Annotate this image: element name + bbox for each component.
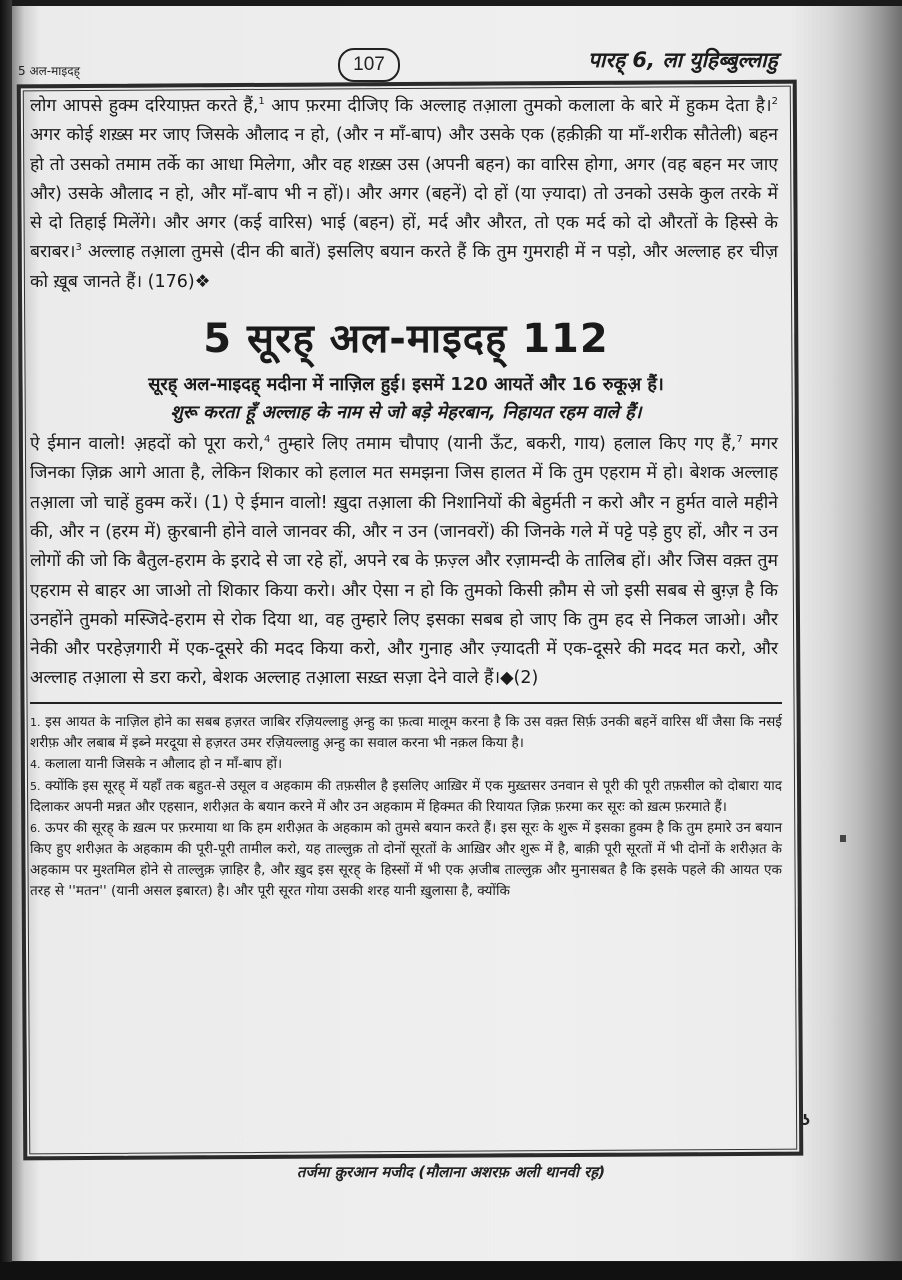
footnote-mark: 7	[736, 434, 743, 446]
footnotes	[30, 712, 782, 901]
margin-rukuh-icon: ʖ	[802, 1113, 811, 1129]
footnote-item: 4. कलाला यानी जिसके न औलाद हो न माँ-बाप हों।	[30, 755, 283, 772]
footnote-item: 1. इस आयत के नाज़िल होने का सबब हज़रत जाबिर रज़ियल्लाहु अ़न्हु का फ़त्वा मालूम करना है कि उस वक़्त सिर्फ़ उनकी बहनें वारिस थीं जैसा कि नसई शरीफ़ और लबाब में इब्ने मरदूया से हज़रत उमर रज़ियल्लाहु अ़न्हु का सवाल करना भी नक़ल किया है।	[30, 713, 782, 752]
footnote-item: 5. क्योंकि इस सूरह् में यहाँ तक बहुत-से उसूल व अहकाम की तफ़सील है इसलिए आख़िर में एक मुख़्तसर उनवान से पूरी की पूरी तफ़सील को दोबारा याद दिलाकर अपनी मन्नत और एहसान, शरीअ़त के बयान करने में और उन अहकाम में हिक्मत की रियायत ज़िक्र फ़रमा कर सूरः को ख़त्म फ़रमाते हैं।	[30, 777, 782, 816]
page-content	[30, 92, 782, 901]
book-gutter	[0, 0, 12, 1280]
footer-book-title: तर्जमा क़ुरआन मजीद (मौलाना अशरफ़ अली थानवी रह़)	[296, 1163, 606, 1181]
running-title-right: पारह् 6, ला युहिब्बुल्लाहु	[588, 48, 778, 72]
footnote-item: 6. ऊपर की सूरह् के ख़त्म पर फ़रमाया था कि हम शरीअ़त के अहकाम को तुमसे बयान करते हैं। इस सूरः के शुरू में इसका हुक्म है कि तुम हमारे उन बयान किए हुए शरीअ़त के अहकाम की पूरी-पूरी तामील करो, यह ताल्लुक़ तो दोनों सूरतों के आख़िर और शुरू में है, बाक़ी पूरी सूरतों में भी दोनों के शरीअ़त के अहकाम पर मुश्तमिल होने से ताल्लुक़ ज़ाहिर है, और ख़ुद इस सूरह् के हिस्सों में भी एक अ़जीब ताल्लुक़ और मुनासबत है कि इसके पहले की आयत एक तरह से ''मतन'' (यानी असल इबारत) है। और पूरी सूरत गोया उसकी शरह यानी ख़ुलासा है, क्योंकि	[30, 819, 782, 899]
surah-info: सूरह् अल-माइदह् मदीना में नाज़िल हुई। इसमें 120 आयतें और 16 रुकूअ़ हैं।	[148, 374, 664, 396]
page-number: 107	[338, 48, 400, 82]
footnote-mark: 4	[263, 434, 271, 446]
verses-text: ऐ ईमान वालो! अ़हदों को पूरा करो,$^4$ तुम्हारे लिए तमाम चौपाए (यानी ऊँट, बकरी, गाय) हलाल किए गए हैं,$^7$ मगर जिनका ज़िक्र आगे आता है, लेकिन शिकार को हलाल मत समझना जिस हालत में कि तुम एहराम में हो। बेशक अल्लाह तआ़ला जो चाहें हुक्म करें। (1) ऐ ईमान वालो! ख़ुदा तआ़ला की निशानियों की बेहुर्मती न करो और न हुर्मत वाले महीने की, और न (हरम में) क़ुरबानी होने वाले जानवर की, और न उन (जानवरों) की जिनके गले में पट्टे पड़े हुए हों, और न उन लोगों की जो कि बैतुल-हराम के इरादे से जा रहे हों, अपने रब के फ़ज़्ल और रज़ामन्दी के तालिब हों। और जिस वक़्त तुम एहराम से बाहर आ जाओ तो शिकार किया करो। और ऐसा न हो कि तुमको किसी क़ौम से जो इसी सबब से बुग़्ज़ है कि उनहोंने तुमको मस्जिदे-हराम से रोक दिया था, वह तुम्हारे लिए इसका सबब हो जाए कि तुम हद से निकल जाओ। और नेकी और परहेज़गारी में एक-दूसरे की मदद किया करो, और गुनाह और ज़्यादती में एक-दूसरे की मदद मत करो, और अल्लाह तआ़ला से डरा करो, बेशक अल्लाह तआ़ला सख़्त सज़ा देने वाले हैं।◆(2)	[30, 434, 778, 689]
surah-title: 5 सूरह् अल-माइदह् 112	[203, 316, 609, 363]
footnote-mark: 3	[75, 242, 82, 254]
page-bottom-edge	[0, 1262, 902, 1280]
bismillah: शुरू करता हूँ अल्लाह के नाम से जो बड़े मेहरबान, निहायत रहम वाले हैं।	[170, 402, 642, 424]
running-title-left: 5 अल-माइदह्	[18, 64, 81, 78]
footnote-divider	[30, 702, 782, 704]
print-speck	[840, 835, 846, 842]
footnote-mark: 1	[258, 96, 265, 108]
previous-surah-ending: लोग आपसे हुक्म दरियाफ़्त करते हैं,$^1$ आप फ़रमा दीजिए कि अल्लाह तआ़ला तुमको कलाला के बारे में हुकम देता है।$^2$ अगर कोई शख़्स मर जाए जिसके औलाद न हो, (और न माँ-बाप) और उसके एक (हक़ीक़ी या माँ-शरीक सौतेली) बहन हो तो उसको तमाम तर्के का आधा मिलेगा, और वह शख़्स उस (अपनी बहन) का वारिस होगा, अगर (वह बहन मर जाए और) उसके औलाद न हो, और माँ-बाप भी न हों)। और अगर (बहनें) दो हों (या ज़्यादा) तो उनको उसके कुल तरके में से दो तिहाई मिलेंगे। और अगर (कई वारिस) भाई (बहन) हों, मर्द और औरत, तो एक मर्द को दो औरतों के हिस्से के बराबर।$^3$ अल्लाह तआ़ला तुमसे (दीन की बातें) इसलिए बयान करते हैं कि तुम गुमराही में न पड़ो, और अल्लाह हर चीज़ को ख़ूब जानते हैं। (176)❖	[30, 96, 778, 292]
footnote-mark: 2	[771, 96, 778, 108]
